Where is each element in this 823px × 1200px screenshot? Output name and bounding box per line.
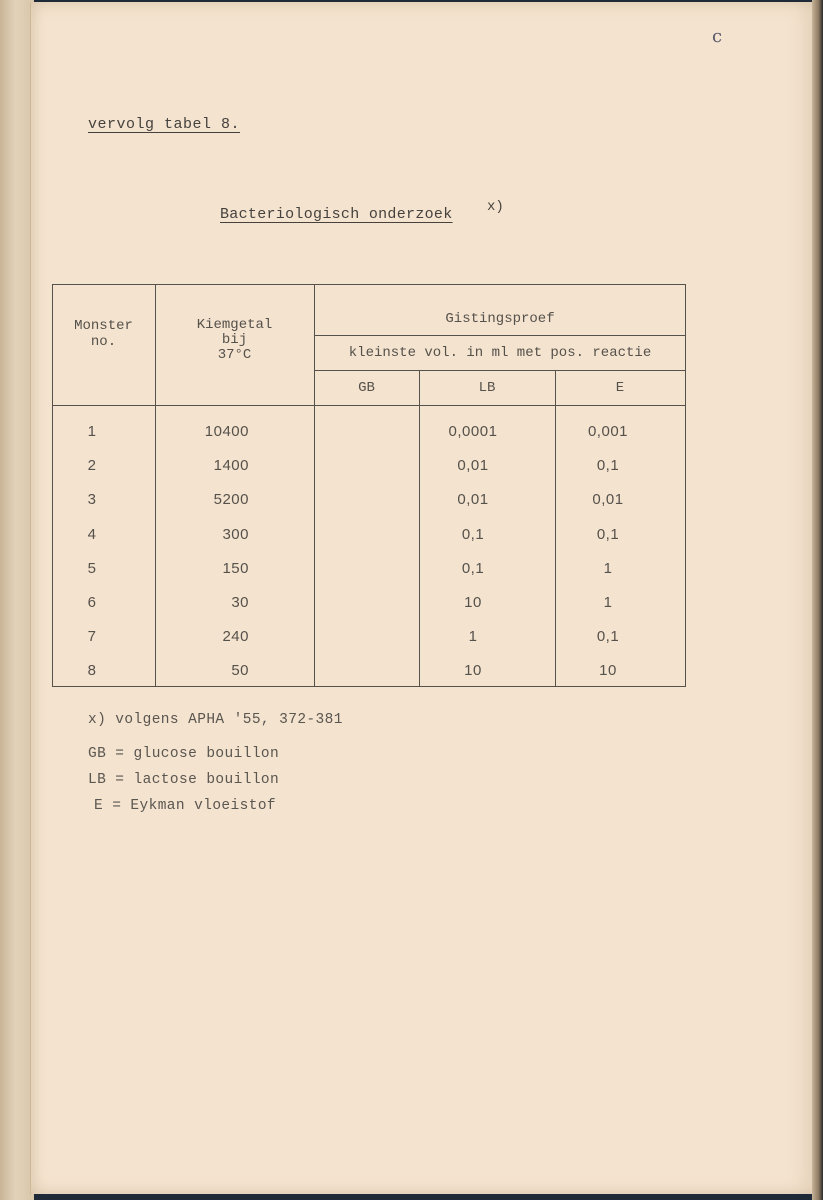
book-edge (812, 0, 823, 1200)
cell-monster-no: 7 (87, 628, 97, 645)
cell-lb: 0,0001 (448, 423, 498, 440)
cell-monster-no: 3 (87, 491, 97, 508)
cell-monster-no: 6 (87, 594, 97, 611)
header-kiemgetal-line3: 37°C (217, 347, 252, 363)
header-monster-line1: Monster (74, 318, 133, 334)
cell-e: 1 (603, 594, 613, 611)
cell-monster-no: 1 (87, 423, 97, 440)
title-footnote-marker: x) (487, 199, 504, 215)
header-e: E (615, 380, 625, 396)
cell-kiemgetal: 30 (231, 594, 249, 611)
cell-kiemgetal: 5200 (213, 491, 249, 508)
table-bottom-border (52, 686, 686, 687)
cell-lb: 1 (468, 628, 478, 645)
header-gistingsproef: Gistingsproef (445, 311, 555, 327)
legend-lb: LB = lactose bouillon (88, 772, 280, 788)
cell-kiemgetal: 240 (222, 628, 249, 645)
cell-e: 0,01 (592, 491, 624, 508)
cell-e: 0,1 (596, 526, 620, 543)
cell-kiemgetal: 150 (222, 560, 249, 577)
cell-lb: 10 (464, 594, 482, 611)
cell-kiemgetal: 1400 (213, 457, 249, 474)
table-top-border (52, 284, 686, 285)
cell-e: 10 (599, 662, 617, 679)
cell-monster-no: 2 (87, 457, 97, 474)
cell-lb: 0,01 (457, 457, 489, 474)
header-kiemgetal (155, 318, 314, 363)
continuation-label: vervolg tabel 8. (88, 116, 241, 133)
header-kiemgetal-line2: bij (221, 332, 248, 348)
footnote-source: x) volgens APHA '55, 372-381 (88, 712, 343, 728)
legend-e: E = Eykman vloeistof (94, 798, 277, 814)
cell-monster-no: 4 (87, 526, 97, 543)
header-subheader: kleinste vol. in ml met pos. reactie (348, 345, 652, 361)
cell-e: 0,1 (596, 457, 620, 474)
header-divider-1 (314, 335, 686, 336)
cell-e: 1 (603, 560, 613, 577)
cell-e: 0,001 (587, 423, 629, 440)
cell-lb: 0,1 (461, 526, 485, 543)
cell-lb: 10 (464, 662, 482, 679)
cell-kiemgetal: 10400 (204, 423, 249, 440)
cell-kiemgetal: 50 (231, 662, 249, 679)
cell-monster-no: 5 (87, 560, 97, 577)
cell-lb: 0,01 (457, 491, 489, 508)
legend-gb: GB = glucose bouillon (88, 746, 280, 762)
header-divider-2 (314, 370, 686, 371)
cell-lb: 0,1 (461, 560, 485, 577)
cell-kiemgetal: 300 (222, 526, 249, 543)
header-kiemgetal-line1: Kiemgetal (196, 317, 273, 333)
header-monster (52, 318, 155, 350)
header-bottom-border (52, 405, 686, 406)
header-gb: GB (358, 380, 375, 396)
previous-page-edge (0, 0, 34, 1200)
header-lb: LB (478, 380, 496, 396)
cell-monster-no: 8 (87, 662, 97, 679)
corner-mark: c (712, 26, 723, 47)
header-monster-line2: no. (90, 334, 117, 350)
cell-e: 0,1 (596, 628, 620, 645)
table-title: Bacteriologisch onderzoek (220, 206, 453, 223)
